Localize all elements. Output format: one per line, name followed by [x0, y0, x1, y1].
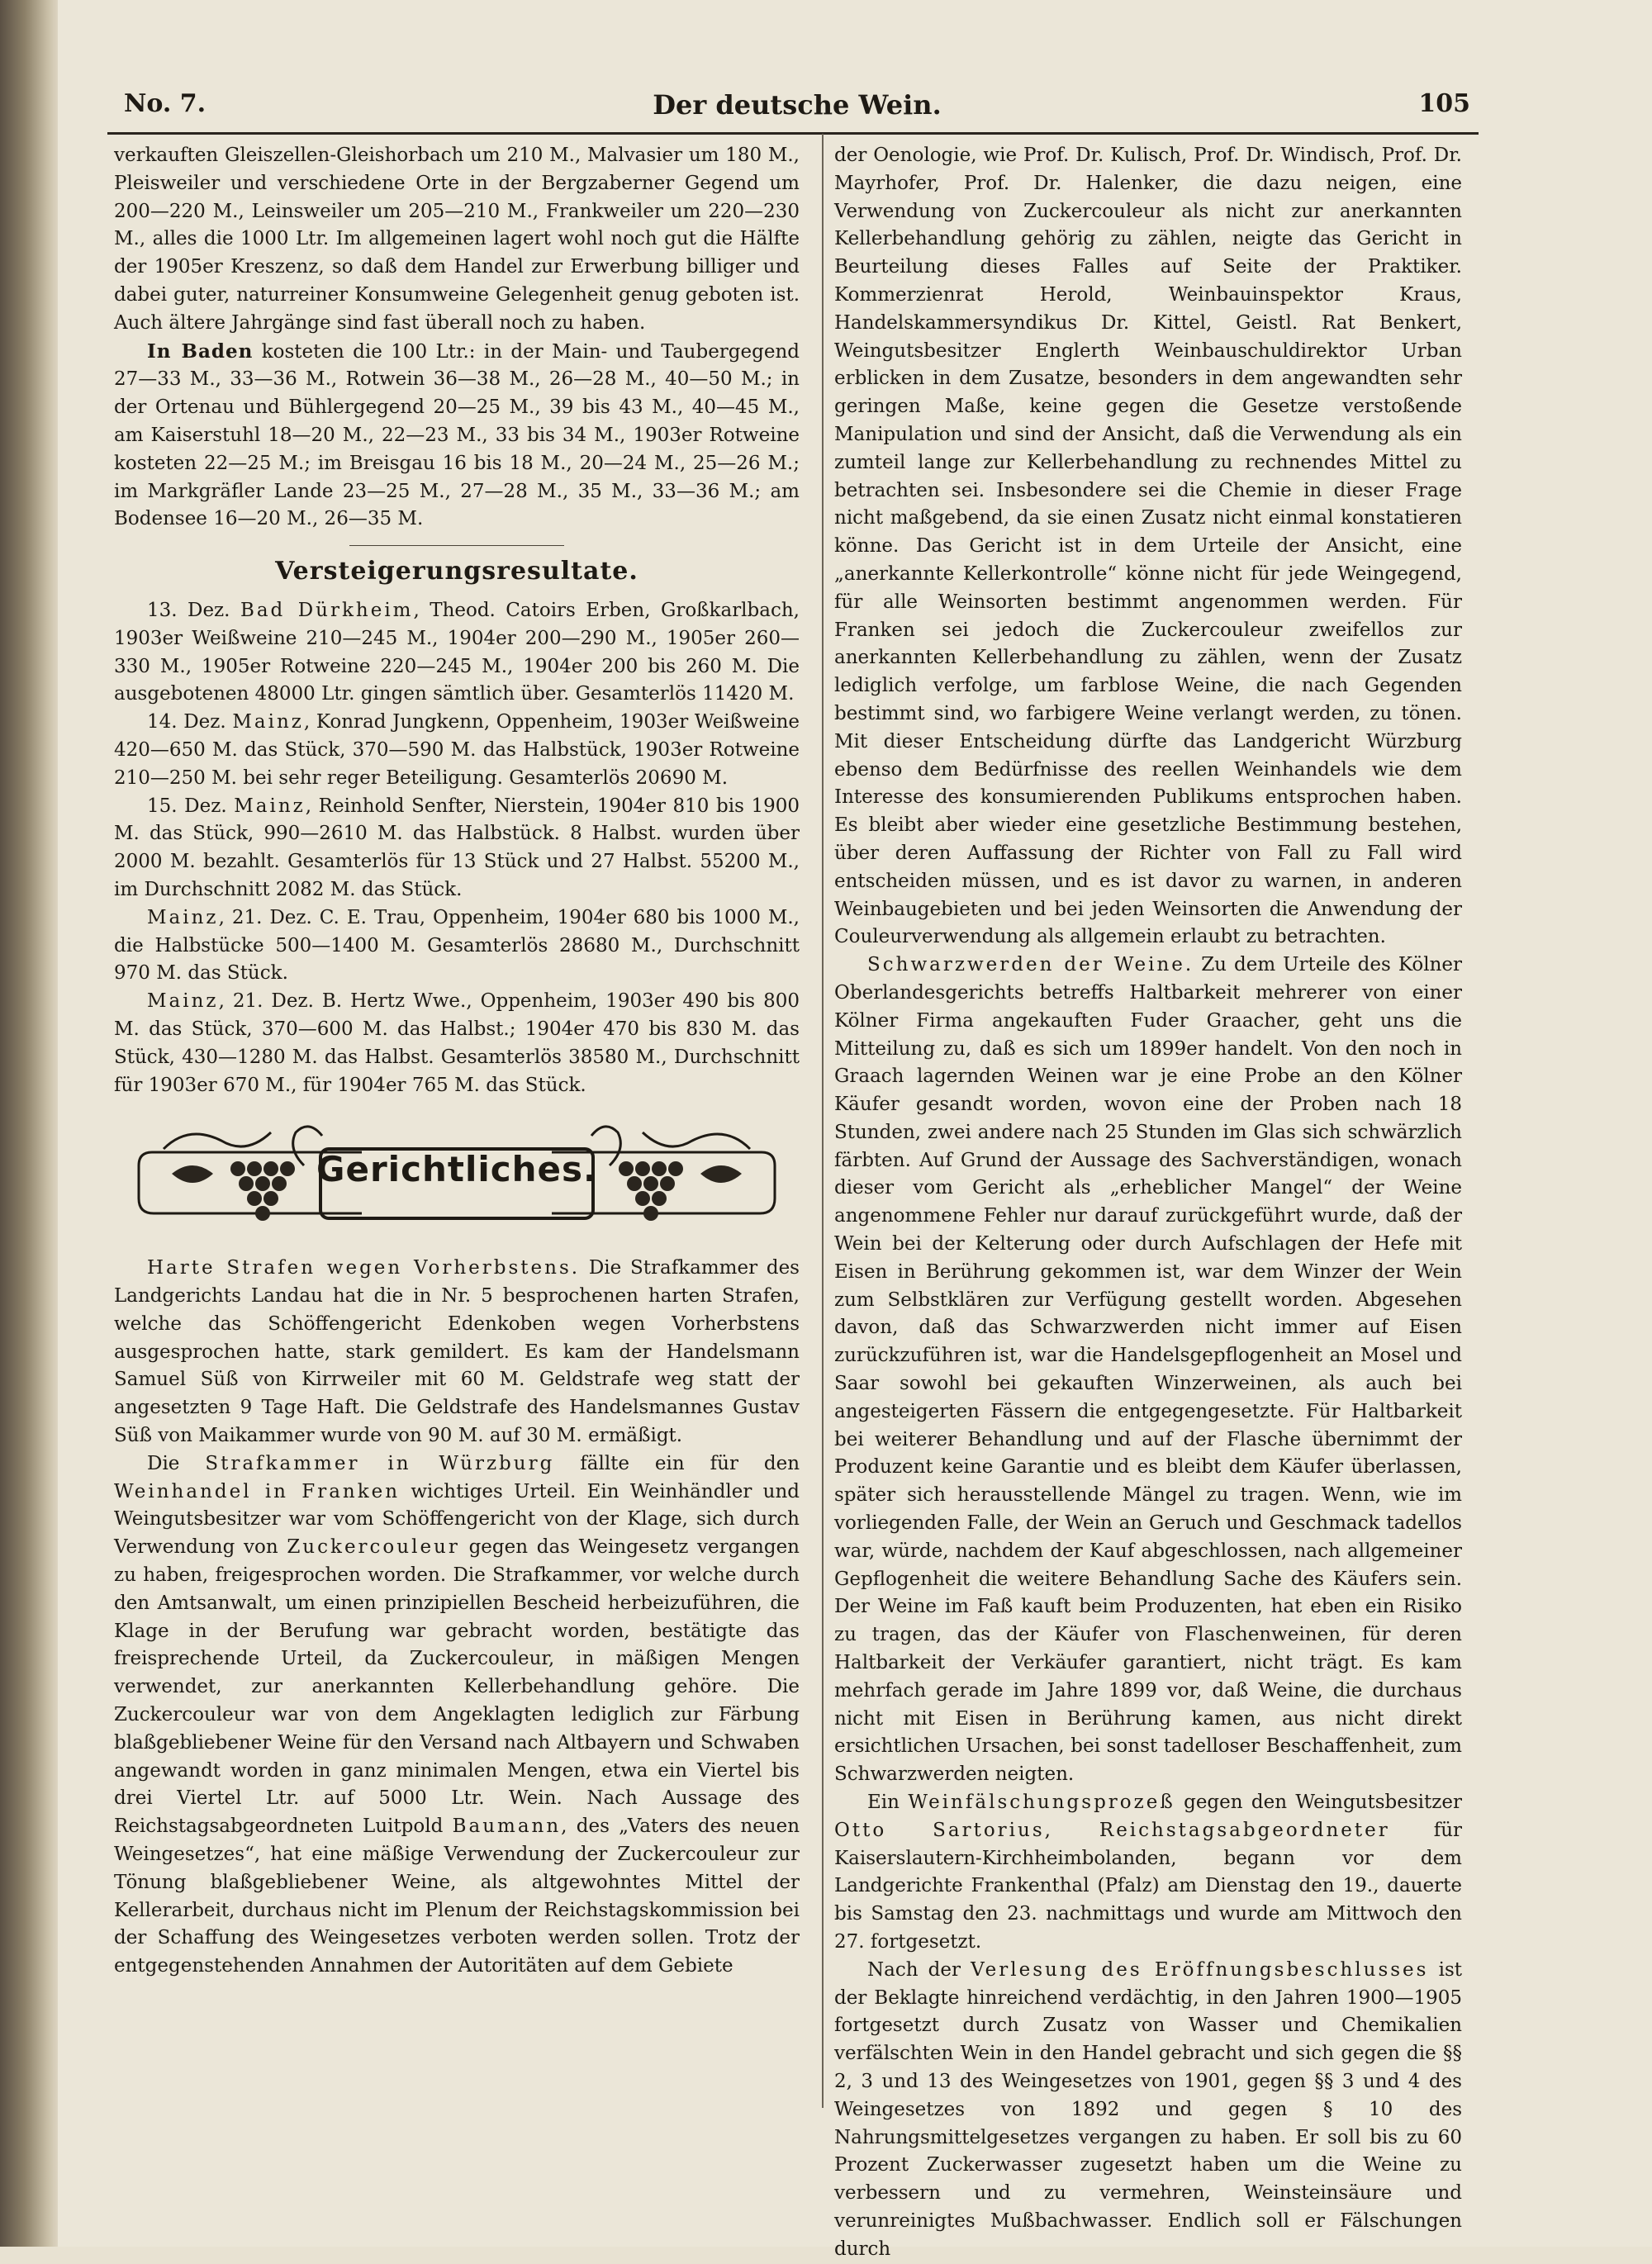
auction-place: Mainz: [147, 906, 219, 928]
auction-heading: Versteigerungsresultate.: [275, 557, 638, 586]
auction-date: 14. Dez.: [147, 711, 226, 733]
text-run: , des „Vaters des neuen Weingesetzes“, hat eine mäßige Verwendung der Zuckercouleur zur Tönung blaßgebliebener Weine, als altgewohntes Mittel der Kellerarbeit, durchaus nicht im Plenum der Reichstagskommission bei der Schaffung des Weingesetzes verboten werden sollen. Trotz der entgegenstehenden Annahmen der Autoritäten auf dem Gebiete: [114, 1815, 800, 1977]
auction-entry: [114, 904, 800, 988]
text-run: für Kaiserslautern-Kirchheimbolanden, begann vor dem Landgerichte Frankenthal (Pfalz) am Dienstag den 19., dauerte bis Samstag den 23. nachmittags und wurde am Mittwoch den 27. fortgesetzt.: [834, 1819, 1463, 1953]
section-title: Gerichtliches.: [316, 1149, 597, 1190]
auction-place: Mainz: [232, 711, 304, 733]
schwarzwerden-lead: Schwarzwerden der Weine.: [867, 954, 1194, 976]
header-rule: [107, 132, 1479, 135]
auction-entry: [114, 988, 800, 1099]
text-run: wichtiges Urteil. Ein Weinhändler und Weingutsbesitzer war vom Schöffengericht von der Klage, sich durch Verwendung von: [114, 1480, 800, 1559]
continuation-paragraph: der Oenologie, wie Prof. Dr. Kulisch, Prof. Dr. Windisch, Prof. Dr. Mayrhofer, Prof. Dr. Halenker, die dazu neigen, eine Verwendung von Zuckercouleur als nicht zur anerkannten Kellerbehandlung gehörig zu zählen, neigte das Gericht in Beurteilung dieses Falles auf Seite der Praktiker. Kommerzienrat Herold, Weinbauinspektor Kraus, Handelskammersyndikus Dr. Kittel, Geistl. Rat Benkert, Weingutsbesitzer Englerth Weinbauschuldirektor Urban erblicken in dem Zusatze, besonders in dem angewandten sehr geringen Maße, keine gegen die Gesetze verstoßende Manipulation und sind der Ansicht, daß die Verwendung als ein zumteil lange zur Kellerbehandlung zu rechnendes Mittel zu betrachten sei. Insbesondere sei die Chemie in dieser Frage nicht maßgebend, da sie einen Zusatz nicht einmal konstatieren könne. Das Gericht ist in dem Urteile der Ansicht, eine „anerkannte Kellerkontrolle“ könne nicht für jede Weingegend, für alle Weinsorten bestimmt angenommen werden. Für Franken sei jedoch die Zuckercouleur zweifellos zur anerkannten Kellerbehandlung zu zählen, wenn der Zusatz lediglich verfolge, um farblose Weine, die nach Gegenden bestimmt sind, wo farbigere Weine verlangt werden, zu tönen. Mit dieser Entscheidung dürfte das Landgericht Würzburg ebenso dem Bedürfnisse des reellen Weinhandels wie dem Interesse des konsumierenden Publikums entsprochen haben. Es bleibt aber wieder eine gesetzliche Bestimmung bestehen, über deren Auffassung der Richter von Fall zu Fall wird entscheiden müssen, und es ist davor zu warnen, in anderen Weinbaugebieten und bei jeden Weinsorten die Anwendung der Couleurverwendung als allgemein erlaubt zu betrachten.: [834, 145, 1462, 948]
right-column: [834, 142, 1462, 2264]
court-paragraph: [114, 1255, 800, 1450]
auction-entry: [114, 709, 800, 792]
court-text: Die Strafkammer des Landgerichts Landau hat die in Nr. 5 besprochenen harten Strafen, welche das Schöffengericht Edenkoben wegen Vorherbstens ausgesprochen hatte, stark gemildert. Es kam der Handelsmann Samuel Süß von Kirrweiler mit 60 M. Geldstrafe weg statt der angesetzten 9 Tage Haft. Die Geldstrafe des Handelsmannes Gustav Süß von Maikammer wurde von 90 M. auf 30 M. ermäßigt.: [114, 1257, 800, 1447]
intro-paragraph: verkauften Gleiszellen-Gleishorbach um 210 M., Malvasier um 180 M., Pleisweiler und verschiedene Orte in der Bergzaberner Gegend um 200—220 M., Leinsweiler um 205—210 M., Frankweiler um 220—230 M., alles die 1000 Ltr. Im allgemeinen lagert wohl noch gut die Hälfte der 1905er Kreszenz, so daß dem Handel zur Erwerbung billiger und dabei guter, naturreiner Konsumweine Gelegenheit genug geboten ist. Auch ältere Jahrgänge sind fast überall noch zu haben.: [114, 145, 800, 334]
emphasis-run: Weinfälschungsprozeß: [908, 1792, 1175, 1814]
auction-place: Bad Dürkheim: [240, 599, 414, 621]
auction-date: 13. Dez.: [147, 599, 230, 621]
baden-text: kosteten die 100 Ltr.: in der Main- und Taubergegend 27—33 M., 33—36 M., Rotwein 36—38 M., 26—28 M., 40—50 M.; in der Ortenau und Bühlergegend 20—25 M., 39 bis 43 M., 40—45 M., am Kaiserstuhl 18—20 M., 22—23 M., 33 bis 34 M., 1903er Rotweine kosteten 22—25 M.; im Breisgau 16 bis 18 M., 20—24 M., 25—26 M.; im Markgräfler Lande 23—25 M., 27—28 M., 35 M., 33—36 M.; am Bodensee 16—20 M., 26—35 M.: [114, 340, 800, 530]
auction-entry: [114, 597, 800, 709]
text-run: fällte ein für den: [580, 1452, 800, 1474]
auction-place: Mainz: [147, 990, 219, 1013]
auction-date: 15. Dez.: [147, 795, 227, 817]
emphasis-run: Verlesung des Eröffnungsbeschlusses: [971, 1958, 1429, 1981]
book-binding: [0, 0, 58, 2247]
text-run: gegen den Weingutsbesitzer: [1184, 1792, 1462, 1814]
court-lead: Harte Strafen wegen Vorherbstens.: [147, 1257, 581, 1279]
prozess-paragraph: [834, 1789, 1462, 1957]
text-run: Die: [147, 1452, 180, 1474]
emphasis-run: Strafkammer in Würzburg: [205, 1452, 555, 1474]
journal-title: Der deutsche Wein.: [653, 89, 942, 121]
auction-text: , Reinhold Senfter, Nierstein, 1904er 810 bis 1900 M. das Stück, 990—2610 M. das Halbstück. 8 Halbst. wurden über 2000 M. bezahlt. Gesamterlös für 13 Stück und 27 Halbst. 55200 M., im Durchschnitt 2082 M. das Stück.: [114, 795, 800, 900]
section-divider: [349, 545, 564, 546]
page-number: 105: [1418, 89, 1470, 118]
auction-entry: [114, 793, 800, 904]
text-run: gegen das Weingesetz vergangen zu haben, freigesprochen worden. Die Strafkammer, vor welche durch den Amtsanwalt, um einen prinzipiellen Bescheid herbeizuführen, die Klage in der Berufung war gebracht worden, bestätigte das freisprechende Urteil, da Zuckercouleur, in mäßigen Mengen verwendet, zur anerkannten Kellerbehandlung gehöre. Die Zuckercouleur war von dem Angeklagten lediglich zur Färbung blaßgebliebener Weine für den Versand nach Altbayern und Schwaben angewandt worden in ganz minimalen Mengen, etwa ein Viertel bis drei Viertel Ltr. auf 5000 Ltr. Wein. Nach Aussage des Reichstagsabgeordneten Luitpold: [114, 1536, 800, 1838]
text-run: ist der Beklagte hinreichend verdächtig, in den Jahren 1900—1905 fortgesetzt durch Zusatz von Wasser und Chemikalien verfälschten Wein in den Handel gebracht und sich gegen die §§ 2, 3 und 13 des Weingesetzes von 1901, gegen §§ 3 und 4 des Weingesetzes von 1892 und gegen § 10 des Nahrungsmittelgesetzes vergangen zu haben. Er soll bis zu 60 Prozent Zuckerwasser zugesetzt haben um die Weine zu verbessern und zu vermehren, Weinsteinsäure und verunreinigtes Mußbachwasser. Endlich soll er Fälschungen durch: [834, 1958, 1463, 2260]
baden-lead: In Baden: [147, 339, 254, 363]
schwarzwerden-paragraph: [834, 952, 1462, 1789]
auction-text: , 21. Dez. B. Hertz Wwe., Oppenheim, 1903er 490 bis 800 M. das Stück, 370—600 M. das Halbst.; 1904er 470 bis 830 M. das Stück, 430—1280 M. das Halbst. Gesamterlös 38580 M., Durchschnitt für 1903er 670 M., für 1904er 765 M. das Stück.: [114, 990, 800, 1096]
schwarzwerden-text: Zu dem Urteile des Kölner Oberlandesgerichts betreffs Haltbarkeit mehrerer von einer Kölner Firma angekauften Fuder Graacher, geht uns die Mitteilung zu, daß es sich um 1899er handelt. Von den noch in Graach lagernden Weinen war je eine Probe an den Kölner Käufer gesandt worden, wovon eine der Proben nach 18 Stunden, zwei andere nach 25 Stunden im Glas sich schwärzlich färbten. Auf Grund der Aussage des Sachverständigen, wonach dieser vom Gericht als „erheblicher Mangel“ der Weine angenommene Fehler nur darauf zurückgeführt wurde, daß der Wein bei der Kelterung oder durch Aufschlagen der Hefe mit Eisen in Berührung gekommen ist, war dem Winzer der Wein zum Selbstklären zur Verfügung gestellt worden. Abgesehen davon, daß das Schwarzwerden nicht immer auf Eisen zurückzuführen ist, war die Handelsgepflogenheit an Mosel und Saar sowohl bei gekauften Winzerweinen, als auch bei angesteigerten Fässern die entgegengesetzte. Für Haltbarkeit bei weiterer Behandlung und auf der Flasche übernimmt der Produzent keine Garantie und es bleibt dem Käufer überlassen, später sich herausstellende Mängel zu tragen. Wenn, wie im vorliegenden Falle, der Wein an Geruch und Geschmack tadellos war, würde, nachdem der Kauf abgeschlossen, nach allgemeiner Gepflogenheit die weitere Behandlung Sache des Käufers sein. Der Weine im Faß kauft beim Produzenten, hat eben ein Risiko zu tragen, das der Käufer von Flaschenweinen, für deren Haltbarkeit der Verkäufer garantiert, nicht trägt. Es kam mehrfach gerade im Jahre 1899 vor, daß Weine, die durchaus nicht mit Eisen in Berührung kamen, aus nicht direkt ersichtlichen Ursachen, bei sonst tadelloser Beschaffenheit, zum Schwarzwerden neigten.: [834, 954, 1463, 1786]
column-divider: [822, 134, 824, 2108]
emphasis-run: Baumann: [452, 1815, 562, 1838]
emphasis-run: Zuckercouleur: [287, 1536, 460, 1559]
section-banner: [114, 1116, 800, 1240]
baden-paragraph: [114, 338, 800, 534]
running-header: [124, 89, 1470, 122]
verlesung-paragraph: [834, 1957, 1462, 2264]
text-run: Ein: [867, 1792, 900, 1814]
emphasis-run: Weinhandel in Franken: [114, 1480, 401, 1502]
auction-place: Mainz: [234, 795, 306, 817]
text-run: Nach der: [867, 1958, 961, 1981]
auction-text: , Theod. Catoirs Erben, Großkarlbach, 1903er Weißweine 210—245 M., 1904er 200—290 M., 1905er 260—330 M., 1905er Rotweine 220—245 M., 1904er 200 bis 260 M. Die ausgebotenen 48000 Ltr. gingen sämtlich über. Gesamterlös 11420 M.: [114, 599, 800, 705]
left-column: [114, 142, 800, 1981]
emphasis-run: Otto Sartorius, Reichstagsabgeordneter: [834, 1819, 1390, 1841]
auction-text: , Konrad Jungkenn, Oppenheim, 1903er Weißweine 420—650 M. das Stück, 370—590 M. das Halbstück, 1903er Rotweine 210—250 M. bei sehr reger Beteiligung. Gesamterlös 20690 M.: [114, 711, 800, 789]
auction-text: , 21. Dez. C. E. Trau, Oppenheim, 1904er 680 bis 1000 M., die Halbstücke 500—1400 M. Gesamterlös 28680 M., Durchschnitt 970 M. das Stück.: [114, 906, 800, 985]
wuerzburg-paragraph: [114, 1450, 800, 1981]
issue-number: No. 7.: [124, 89, 206, 118]
